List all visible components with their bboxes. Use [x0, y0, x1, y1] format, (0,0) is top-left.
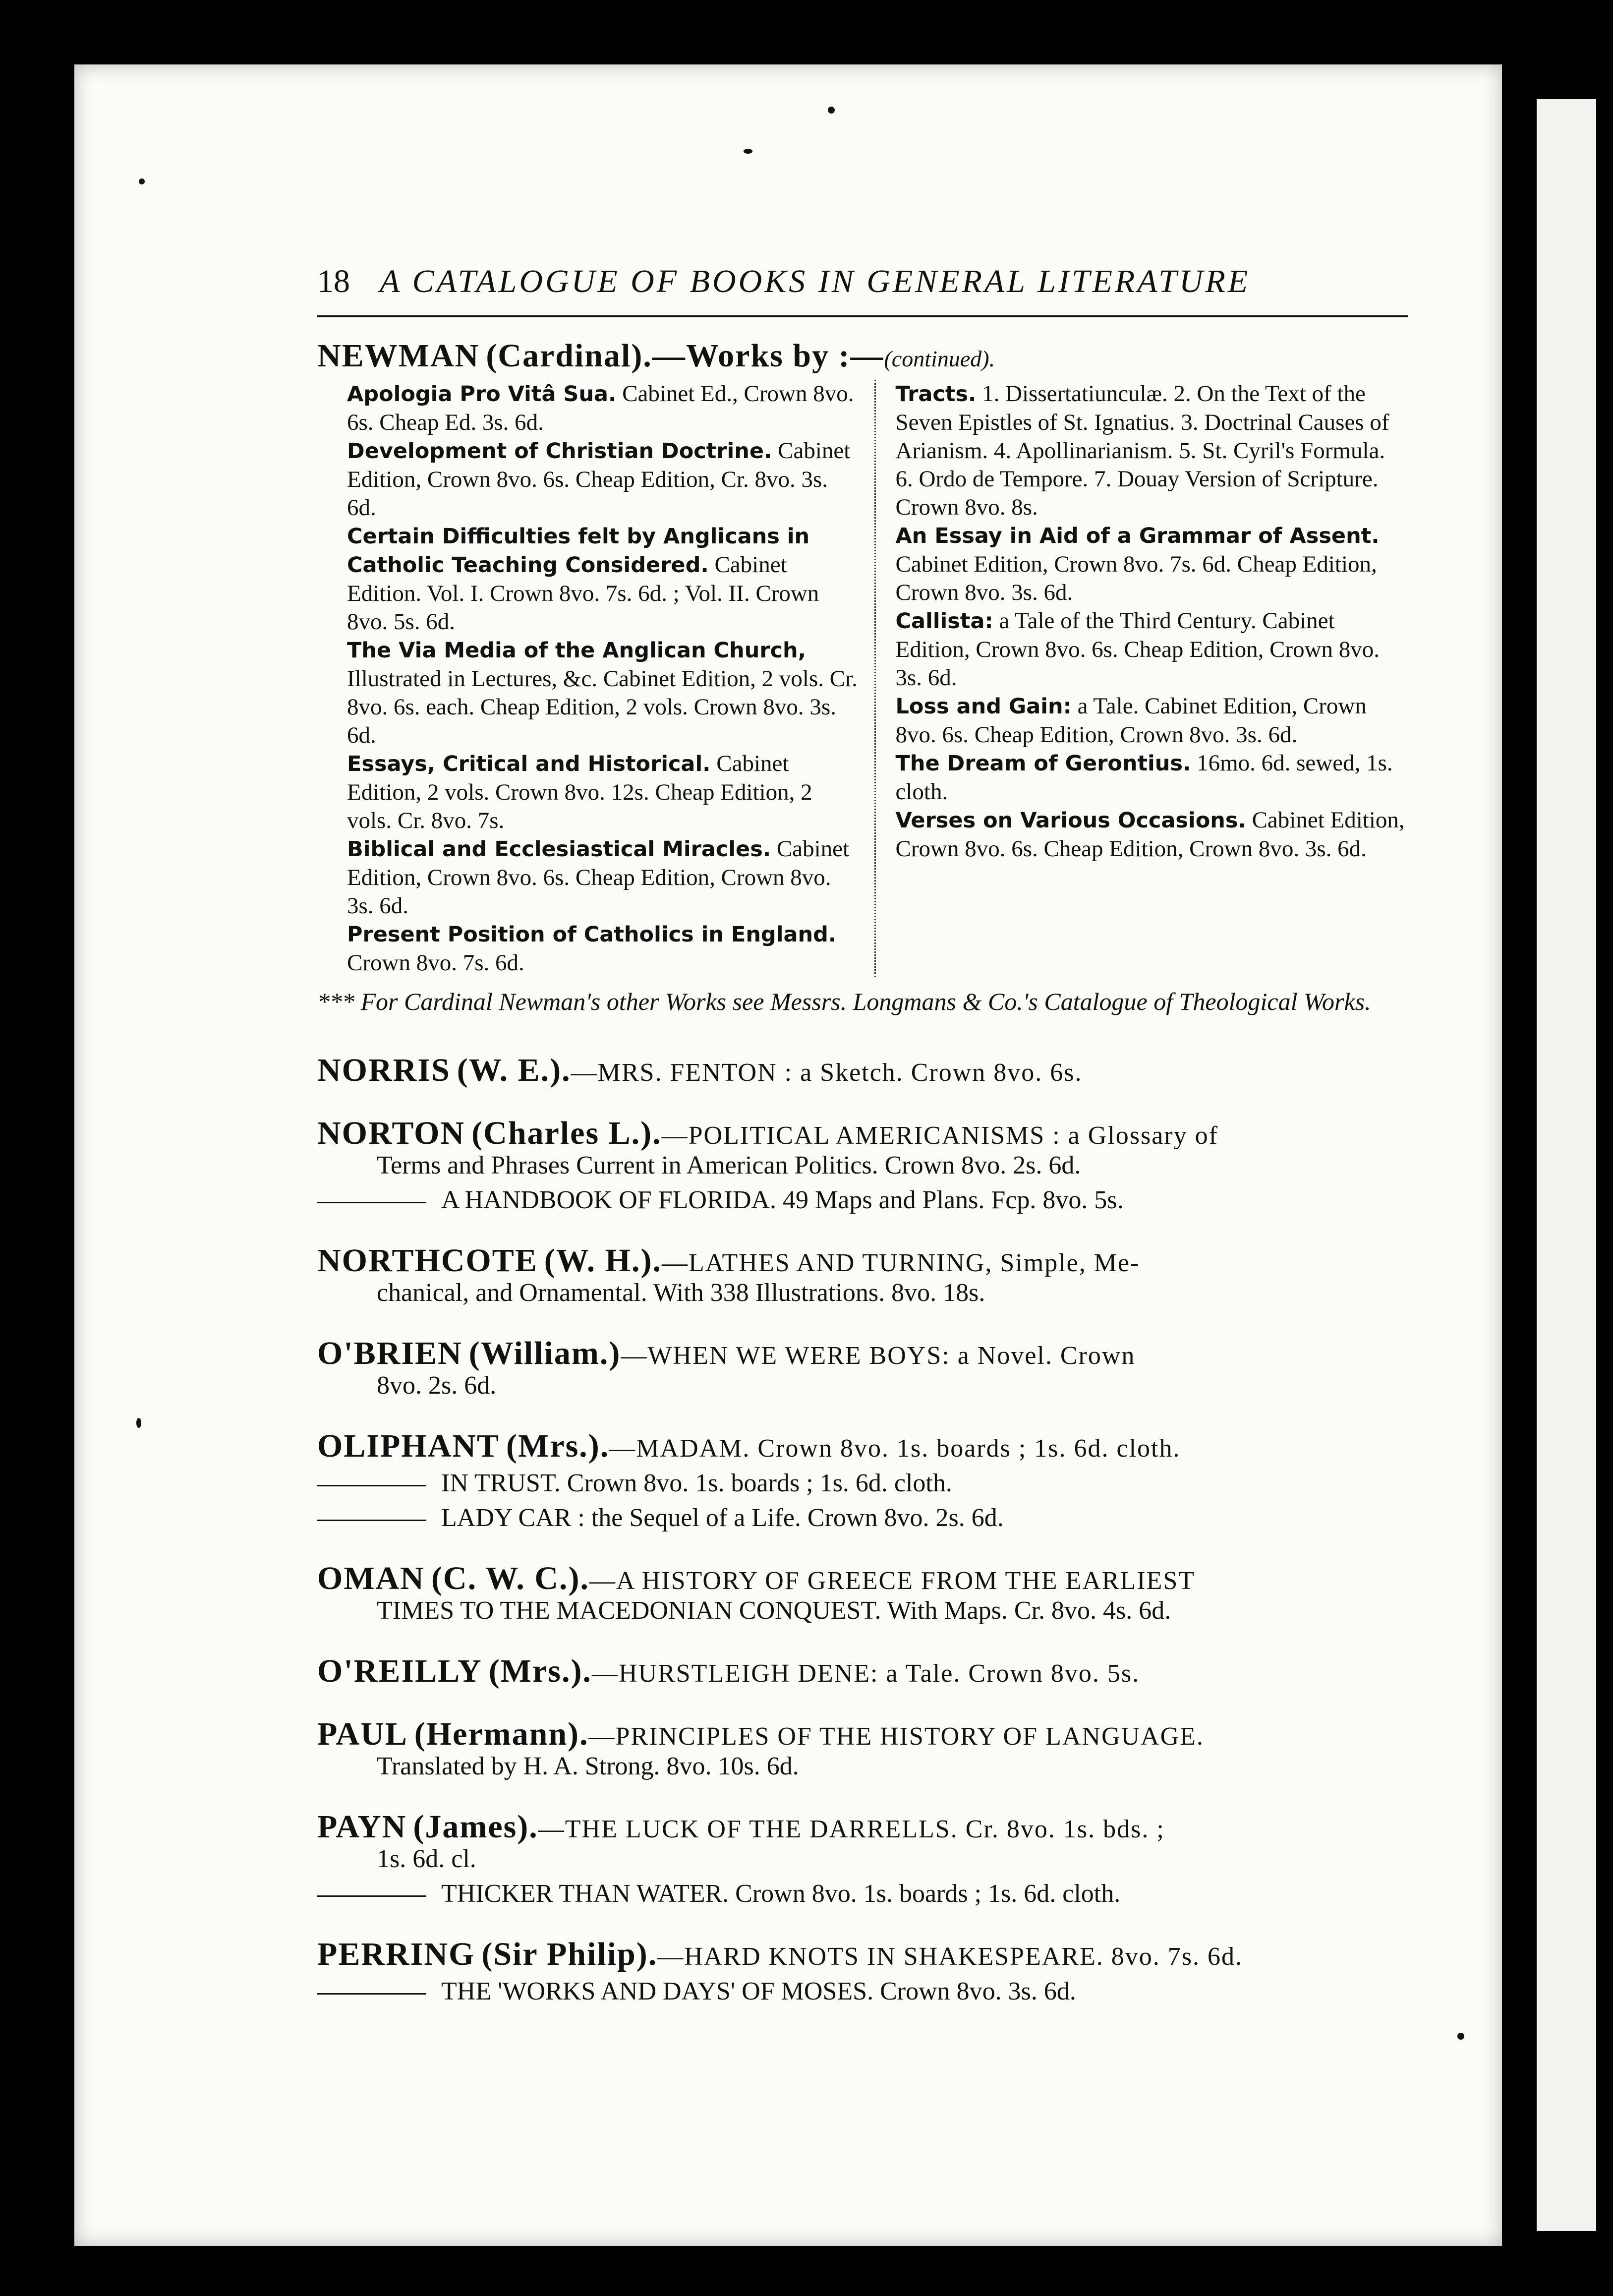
- continued-label: (continued).: [884, 346, 995, 371]
- author-name: NORTON: [317, 1115, 465, 1151]
- work-detail: Cabinet Edition, Crown 8vo. 6s. Cheap Edition, Crown 8vo. 3s. 6d.: [895, 807, 1405, 862]
- author-given: (Hermann).: [414, 1716, 589, 1752]
- author-name: NORTHCOTE: [317, 1242, 538, 1279]
- catalogue-entry-northcote: [317, 1242, 1408, 1308]
- entry-text: —A HISTORY OF GREECE FROM THE EARLIEST: [589, 1567, 1196, 1595]
- work-item: [347, 750, 860, 835]
- work-detail: 16mo. 6d. sewed, 1s. cloth.: [895, 750, 1393, 805]
- ditto-entry: [317, 1977, 1408, 2006]
- entry-text-continued: 8vo. 2s. 6d.: [377, 1371, 497, 1400]
- work-item: [347, 380, 860, 437]
- work-title: Essays, Critical and Historical.: [347, 752, 711, 776]
- page-number: 18: [317, 263, 350, 299]
- work-item: [347, 636, 860, 750]
- running-title: A CATALOGUE OF BOOKS IN GENERAL LITERATURE: [380, 263, 1251, 299]
- author-given: (William.): [468, 1335, 621, 1371]
- ditto-dash: [317, 1202, 426, 1203]
- author-given: (W. E.).: [457, 1052, 571, 1088]
- work-item: [896, 607, 1408, 692]
- work-title: Tracts.: [895, 382, 977, 407]
- ditto-dash: [317, 1520, 426, 1521]
- adjacent-page-edge: [1537, 99, 1596, 2231]
- work-title: Apologia Pro Vitâ Sua.: [347, 382, 617, 407]
- ditto-entry: [317, 1879, 1408, 1909]
- catalogue-entry-norris: [317, 1052, 1408, 1088]
- work-detail: a Tale. Cabinet Edition, Crown 8vo. 6s. Cheap Edition, Crown 8vo. 3s. 6d.: [895, 693, 1367, 748]
- entry-text-continued: TIMES TO THE MACEDONIAN CONQUEST. With Maps. Cr. 8vo. 4s. 6d.: [377, 1596, 1171, 1625]
- entry-text: —PRINCIPLES OF THE HISTORY OF LANGUAGE.: [588, 1722, 1204, 1751]
- author-given: (Cardinal).—Works by :—: [486, 338, 884, 374]
- entry-text: —THE LUCK OF THE DARRELLS. Cr. 8vo. 1s. bds. ;: [538, 1815, 1165, 1843]
- author-given: (Sir Philip).: [481, 1936, 658, 1972]
- work-title: An Essay in Aid of a Grammar of Assent.: [895, 524, 1380, 548]
- author-name: NEWMAN: [317, 338, 480, 374]
- entry-text: —LATHES AND TURNING, Simple, Me-: [662, 1249, 1140, 1277]
- ditto-entry: [317, 1185, 1408, 1215]
- entry-text-continued: Terms and Phrases Current in American Politics. Crown 8vo. 2s. 6d.: [377, 1151, 1081, 1179]
- work-title: Development of Christian Doctrine.: [347, 439, 772, 464]
- author-given: (Charles L.).: [471, 1115, 662, 1151]
- header-rule: [317, 315, 1408, 317]
- entry-text-continued: 1s. 6d. cl.: [377, 1845, 476, 1873]
- entry-text: —MADAM. Crown 8vo. 1s. boards ; 1s. 6d. cloth.: [609, 1434, 1181, 1463]
- work-title: The Dream of Gerontius.: [895, 751, 1191, 776]
- newman-footnote: *** For Cardinal Newman's other Works see Messrs. Longmans & Co.'s Catalogue of Theological Works.: [317, 988, 1371, 1015]
- author-name: OLIPHANT: [317, 1428, 500, 1464]
- work-detail: Crown 8vo. 7s. 6d.: [347, 950, 524, 976]
- ditto-dash: [317, 1993, 426, 1995]
- work-detail: Cabinet Edition, Crown 8vo. 7s. 6d. Cheap Edition, Crown 8vo. 3s. 6d.: [895, 551, 1377, 605]
- work-item: [347, 522, 860, 636]
- newman-works-columns: [347, 380, 1408, 977]
- work-detail: a Tale of the Third Century. Cabinet Edition, Crown 8vo. 6s. Cheap Edition, Crown 8vo. 3s. 6d.: [895, 608, 1380, 691]
- author-name: O'BRIEN: [317, 1335, 462, 1371]
- ditto-text: A HANDBOOK OF FLORIDA. 49 Maps and Plans. Fcp. 8vo. 5s.: [441, 1186, 1124, 1214]
- catalogue-entry-obrien: [317, 1335, 1408, 1401]
- work-detail: Illustrated in Lectures, &c. Cabinet Edition, 2 vols. Cr. 8vo. 6s. each. Cheap Edition, 2 vols. Crown 8vo. 3s. 6d.: [347, 666, 858, 748]
- work-item: [896, 692, 1408, 749]
- entry-text: —HURSTLEIGH DENE: a Tale. Crown 8vo. 5s.: [591, 1659, 1140, 1688]
- catalogue-entry-oliphant: [317, 1428, 1408, 1533]
- author-name: OMAN: [317, 1560, 425, 1596]
- entry-text-continued: Translated by H. A. Strong. 8vo. 10s. 6d.: [377, 1752, 799, 1780]
- catalogue-entry-oreilly: [317, 1653, 1408, 1689]
- author-given: (James).: [413, 1809, 538, 1845]
- work-item: [896, 806, 1408, 863]
- author-given: (W. H.).: [544, 1242, 662, 1279]
- author-name: PAUL: [317, 1716, 408, 1752]
- entry-text: —POLITICAL AMERICANISMS : a Glossary of: [661, 1121, 1218, 1150]
- work-item: [347, 437, 860, 522]
- author-given: (Mrs.).: [506, 1428, 610, 1464]
- author-name: PAYN: [317, 1809, 407, 1845]
- entry-text: —WHEN WE WERE BOYS: a Novel. Crown: [621, 1342, 1136, 1370]
- ditto-entry: [317, 1503, 1408, 1533]
- work-detail: Cabinet Edition. Vol. I. Crown 8vo. 7s. 6d. ; Vol. II. Crown 8vo. 5s. 6d.: [347, 552, 819, 635]
- work-detail: 1. Dissertatiunculæ. 2. On the Text of the Seven Epistles of St. Ignatius. 3. Doctrinal Causes of Arianism. 4. Apollinarianism. 5. St. Cyril's Formula. 6. Ordo de Tempore. 7. Douay Version of Scripture. Crown 8vo. 8s.: [895, 381, 1389, 520]
- work-item: [347, 920, 860, 977]
- work-item: [896, 522, 1408, 607]
- ditto-dash: [317, 1485, 426, 1486]
- catalogue-entry-paul: [317, 1716, 1408, 1781]
- ditto-text: LADY CAR : the Sequel of a Life. Crown 8vo. 2s. 6d.: [441, 1504, 1004, 1532]
- scan-speck: [139, 178, 145, 184]
- catalogue-entry-norton: [317, 1115, 1408, 1215]
- ditto-dash: [317, 1895, 426, 1897]
- scan-speck: [744, 149, 752, 154]
- author-name: PERRING: [317, 1936, 475, 1972]
- entry-text: —HARD KNOTS IN SHAKESPEARE. 8vo. 7s. 6d.: [657, 1943, 1243, 1971]
- newman-heading: [317, 337, 1408, 375]
- work-detail: Cabinet Edition, Crown 8vo. 6s. Cheap Edition, Crown 8vo. 3s. 6d.: [347, 836, 850, 919]
- newman-works-right: [876, 380, 1408, 977]
- entry-text: —MRS. FENTON : a Sketch. Crown 8vo. 6s.: [571, 1059, 1083, 1087]
- work-title: Verses on Various Occasions.: [895, 808, 1246, 833]
- ditto-text: THICKER THAN WATER. Crown 8vo. 1s. boards ; 1s. 6d. cloth.: [441, 1880, 1121, 1908]
- work-item: [347, 835, 860, 920]
- ditto-entry: [317, 1469, 1408, 1498]
- entry-text-continued: chanical, and Ornamental. With 338 Illustrations. 8vo. 18s.: [377, 1279, 985, 1307]
- work-title: Present Position of Catholics in England.: [347, 922, 837, 947]
- catalogue-entry-perring: [317, 1936, 1408, 2006]
- work-item: [896, 749, 1408, 806]
- work-detail: Cabinet Edition, Crown 8vo. 6s. Cheap Edition, Cr. 8vo. 3s. 6d.: [347, 438, 851, 521]
- scan-speck: [828, 107, 835, 114]
- catalogue-entry-payn: [317, 1809, 1408, 1909]
- work-title: Biblical and Ecclesiastical Miracles.: [347, 837, 771, 862]
- work-title: The Via Media of the Anglican Church,: [347, 638, 806, 663]
- scan-speck: [136, 1418, 141, 1428]
- work-detail: Cabinet Edition, 2 vols. Crown 8vo. 12s. Cheap Edition, 2 vols. Cr. 8vo. 7s.: [347, 751, 812, 833]
- ditto-text: THE 'WORKS AND DAYS' OF MOSES. Crown 8vo. 3s. 6d.: [441, 1977, 1076, 2005]
- work-detail: Cabinet Ed., Crown 8vo. 6s. Cheap Ed. 3s. 6d.: [347, 381, 854, 435]
- catalogue-entry-oman: [317, 1560, 1408, 1626]
- scan-speck: [1457, 2033, 1464, 2040]
- page-content: [317, 263, 1408, 2037]
- running-head: [317, 263, 1408, 300]
- newman-works-left: [347, 380, 876, 977]
- author-name: O'REILLY: [317, 1653, 482, 1689]
- work-title: Certain Difficulties felt by Anglicans in Catholic Teaching Considered.: [347, 524, 810, 578]
- author-given: (C. W. C.).: [431, 1560, 590, 1596]
- author-given: (Mrs.).: [488, 1653, 592, 1689]
- ditto-text: IN TRUST. Crown 8vo. 1s. boards ; 1s. 6d. cloth.: [441, 1469, 952, 1497]
- author-name: NORRIS: [317, 1052, 451, 1088]
- work-item: [896, 380, 1408, 522]
- work-title: Callista:: [895, 609, 993, 634]
- work-title: Loss and Gain:: [895, 694, 1072, 719]
